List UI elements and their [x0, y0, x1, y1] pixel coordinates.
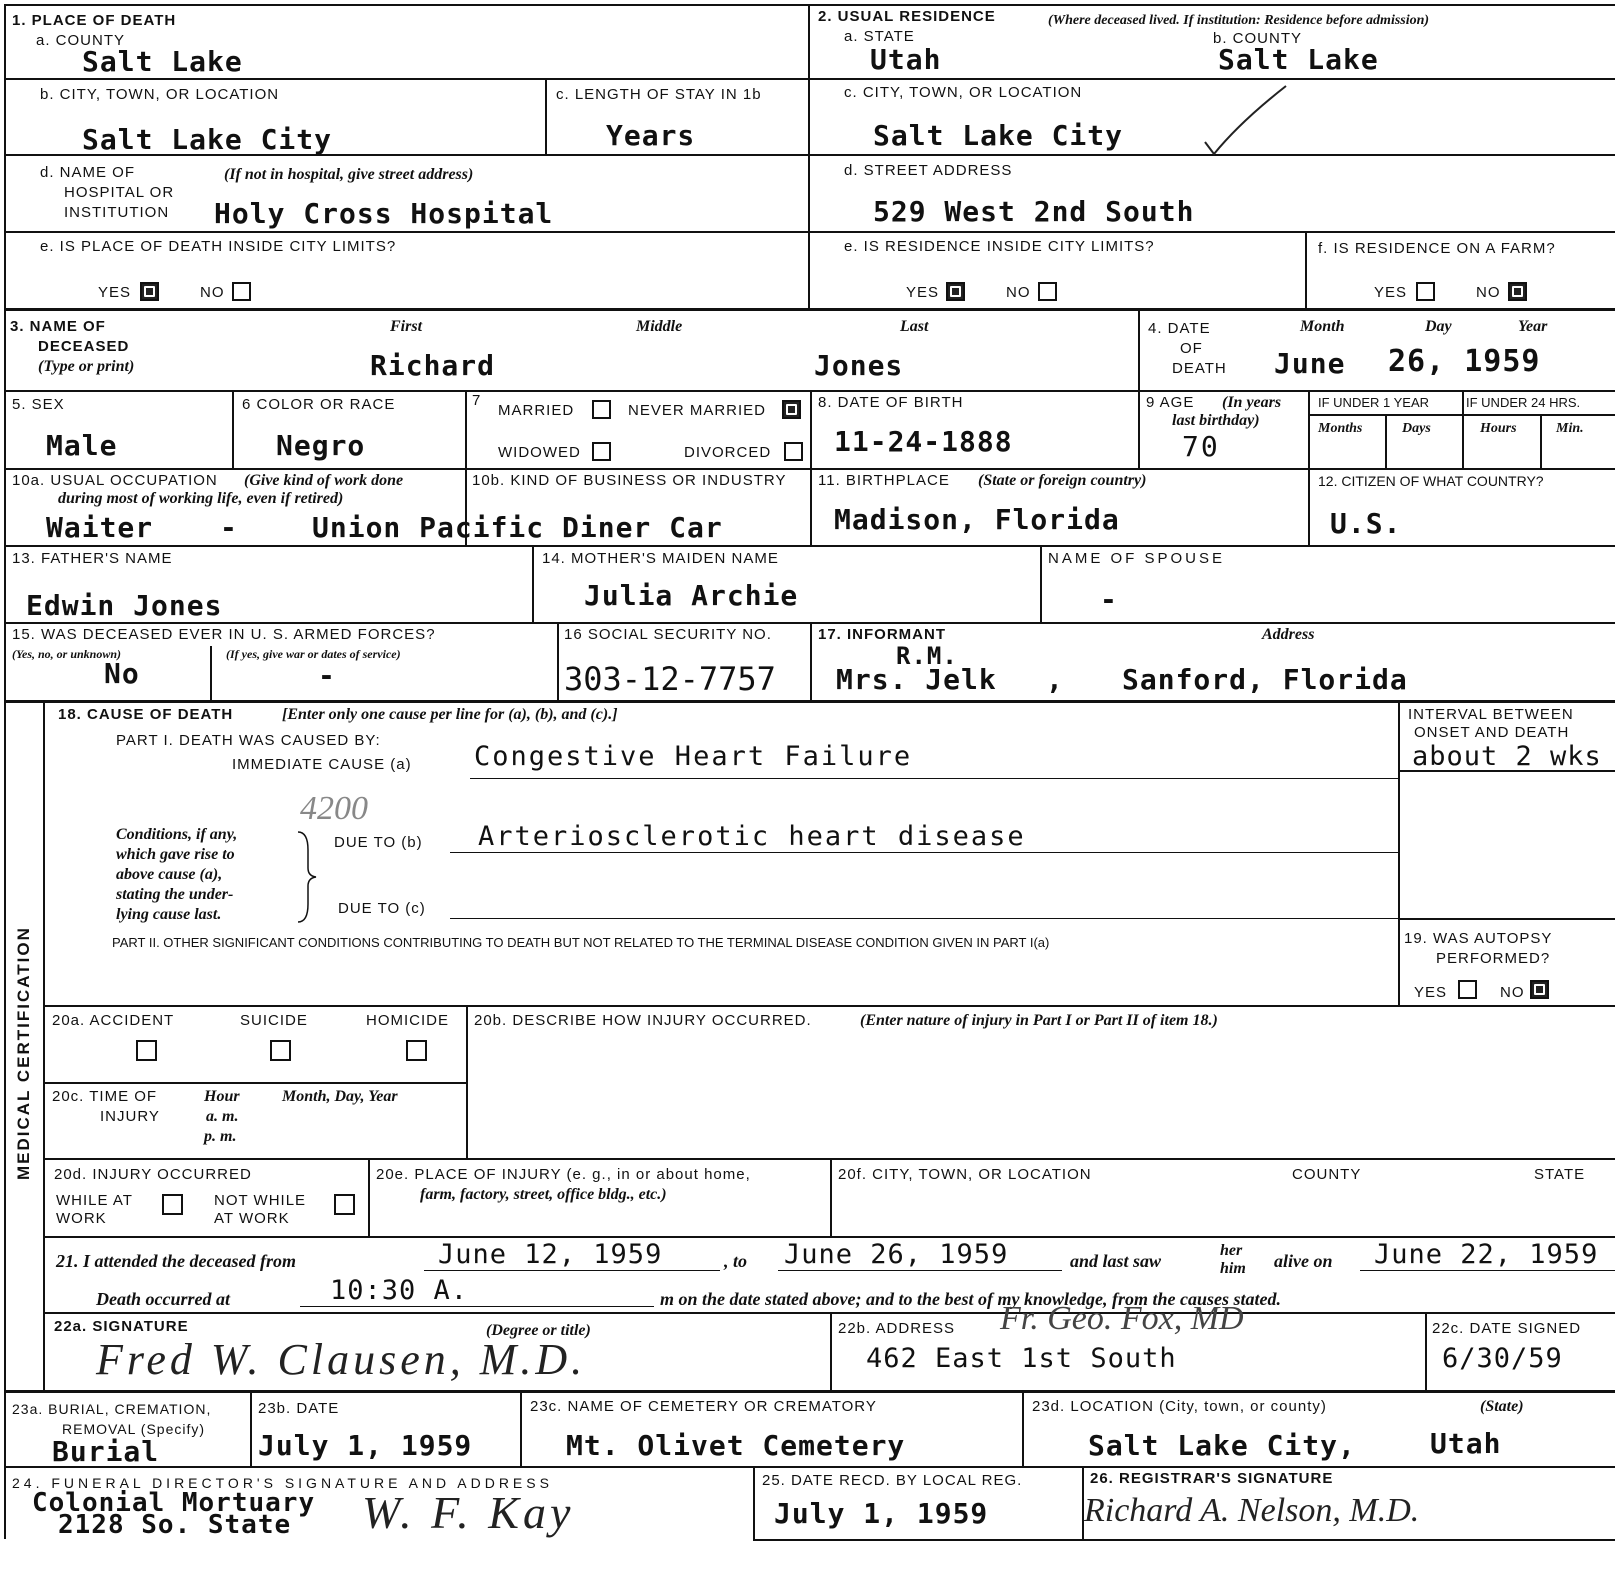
rule: [4, 78, 1615, 80]
death-county-value: Salt Lake: [82, 45, 243, 78]
field-21-label: 21. I attended the deceased from: [56, 1251, 296, 1271]
conditions-note-d: stating the under-: [116, 886, 234, 903]
field-2a-label: a. STATE: [844, 28, 915, 45]
field-10b-label: 10b. KIND OF BUSINESS OR INDUSTRY: [472, 472, 787, 489]
accident-checkbox[interactable]: [136, 1040, 157, 1061]
suicide-label: SUICIDE: [240, 1012, 308, 1029]
to-label: , to: [724, 1251, 748, 1271]
field-22c-label: 22c. DATE SIGNED: [1432, 1320, 1582, 1337]
not-while-at-work-label-b: AT WORK: [214, 1210, 290, 1227]
married-label: MARRIED: [498, 402, 575, 419]
widowed-checkbox[interactable]: [592, 442, 611, 461]
rule: [1308, 414, 1615, 416]
industry-value: Union Pacific Diner Car: [312, 511, 723, 544]
no-label: NO: [1500, 984, 1525, 1001]
occupation-dash: -: [220, 511, 238, 544]
last-name-value: Jones: [814, 349, 904, 382]
rule: [830, 1312, 832, 1390]
alive-on-label: alive on: [1274, 1251, 1333, 1271]
am-label: a. m.: [206, 1108, 239, 1125]
field-10a-note-b: during most of working life, even if retired): [58, 490, 344, 507]
armed-forces-value: No: [104, 657, 140, 690]
field-23c-label: 23c. NAME OF CEMETERY OR CREMATORY: [530, 1398, 877, 1415]
due-to-c-label: DUE TO (c): [338, 900, 426, 917]
attended-from-line: [424, 1270, 720, 1271]
medical-certification-label: MEDICAL CERTIFICATION: [14, 926, 33, 1180]
field-23a-label-b: REMOVAL (Specify): [62, 1421, 206, 1437]
conditions-note-e: lying cause last.: [116, 906, 222, 923]
field-22b-label: 22b. ADDRESS: [838, 1320, 956, 1337]
burial-date-value: July 1, 1959: [258, 1429, 473, 1462]
first-label: First: [390, 318, 423, 335]
age-value: 70: [1182, 430, 1220, 463]
farm-no-checkbox[interactable]: [1508, 282, 1527, 301]
rule: [4, 1466, 1615, 1468]
time-value: 10:30 A.: [330, 1275, 469, 1306]
physician-address-value: 462 East 1st South: [866, 1343, 1177, 1374]
part-2-label: PART II. OTHER SIGNIFICANT CONDITIONS CONTRIBUTING TO DEATH BUT NOT RELATED TO THE TERMINAL DISEASE CONDITION GIVEN IN PART I(a): [112, 935, 1050, 950]
last-alive-value: June 22, 1959: [1374, 1239, 1599, 1270]
conditions-note-c: above cause (a),: [116, 866, 223, 883]
rule: [368, 1158, 370, 1236]
married-checkbox[interactable]: [592, 400, 611, 419]
yes-label: YES: [906, 284, 940, 301]
rule: [532, 545, 534, 622]
part-1-label: PART I. DEATH WAS CAUSED BY:: [116, 732, 381, 749]
field-9-note-a: (In years: [1222, 394, 1282, 411]
service-value: -: [318, 659, 336, 692]
field-20b-note: (Enter nature of injury in Part I or Part II of item 18.): [860, 1012, 1218, 1029]
residence-inside-no-checkbox[interactable]: [1038, 282, 1057, 301]
countersignature: Fr. Geo. Fox, MD: [1000, 1300, 1244, 1337]
rule: [753, 1539, 1615, 1541]
rule: [1398, 918, 1615, 920]
ssn-value: 303-12-7757: [564, 660, 776, 698]
rule: [557, 622, 559, 702]
rule: [4, 308, 1615, 311]
field-25-label: 25. DATE RECD. BY LOCAL REG.: [762, 1472, 1023, 1489]
birthplace-value: Madison, Florida: [834, 503, 1120, 536]
divorced-checkbox[interactable]: [784, 442, 803, 461]
disposition-value: Burial: [52, 1435, 160, 1468]
while-at-work-label-a: WHILE AT: [56, 1192, 133, 1209]
death-city-value: Salt Lake City: [82, 123, 333, 156]
field-3-label-b: DECEASED: [38, 338, 130, 355]
her-label: her: [1220, 1242, 1243, 1259]
while-at-work-label-b: WORK: [56, 1210, 107, 1227]
rule: [4, 231, 1615, 233]
father-name-value: Edwin Jones: [26, 589, 223, 622]
day-label: Day: [1425, 318, 1452, 335]
degree-label: (Degree or title): [486, 1322, 591, 1339]
autopsy-yes-checkbox[interactable]: [1458, 980, 1477, 999]
rule: [4, 468, 1615, 470]
field-1d-label-a: d. NAME OF: [40, 164, 136, 181]
field-13-label: 13. FATHER'S NAME: [12, 550, 173, 567]
brace-icon: [294, 830, 318, 924]
under-24-hrs-label: IF UNDER 24 HRS.: [1466, 395, 1581, 410]
rule: [1305, 231, 1307, 309]
field-2b-label: b. COUNTY: [1213, 30, 1303, 47]
rule: [810, 622, 812, 702]
date-signed-value: 6/30/59: [1442, 1343, 1563, 1374]
field-2-note: (Where deceased lived. If institution: Residence before admission): [1048, 13, 1430, 28]
informant-address-value: Sanford, Florida: [1122, 663, 1408, 696]
no-label: NO: [200, 284, 225, 301]
death-occurred-label: Death occurred at: [96, 1289, 230, 1309]
rule: [43, 1236, 1615, 1238]
field-23b-label: 23b. DATE: [258, 1400, 340, 1417]
field-14-label: 14. MOTHER'S MAIDEN NAME: [542, 550, 779, 567]
spouse-value: -: [1100, 583, 1118, 616]
field-9-label: 9 AGE: [1146, 394, 1195, 411]
hospital-value: Holy Cross Hospital: [214, 197, 554, 230]
rule: [466, 1005, 468, 1158]
checkmark-icon: [1200, 82, 1290, 158]
homicide-checkbox[interactable]: [406, 1040, 427, 1061]
field-20d-label: 20d. INJURY OCCURRED: [54, 1166, 252, 1183]
yes-label: YES: [1414, 984, 1448, 1001]
received-date-value: July 1, 1959: [774, 1497, 989, 1530]
informant-value: Mrs. Jelk: [836, 663, 997, 696]
interval-label-b: ONSET AND DEATH: [1414, 724, 1570, 741]
address-label: Address: [1262, 626, 1315, 643]
field-11-label: 11. BIRTHPLACE: [818, 472, 950, 489]
attended-to-line: [778, 1270, 1062, 1271]
field-4-label-c: DEATH: [1172, 360, 1227, 377]
field-24-label: 24. FUNERAL DIRECTOR'S SIGNATURE AND ADDRESS: [12, 1475, 553, 1491]
field-1e-label: e. IS PLACE OF DEATH INSIDE CITY LIMITS?: [40, 238, 397, 255]
rule: [1138, 310, 1140, 390]
field-11-note: (State or foreign country): [978, 472, 1147, 489]
attended-from-value: June 12, 1959: [438, 1239, 663, 1270]
field-5-label: 5. SEX: [12, 396, 65, 413]
field-4-label-b: OF: [1180, 340, 1203, 357]
field-1d-note: (If not in hospital, give street address): [224, 166, 474, 183]
field-19-label-b: PERFORMED?: [1436, 950, 1551, 967]
residence-inside-yes-checkbox[interactable]: [946, 282, 965, 301]
mother-name-value: Julia Archie: [584, 579, 799, 612]
street-address-value: 529 West 2nd South: [873, 195, 1195, 228]
sex-value: Male: [46, 429, 118, 462]
field-15-note-b: (If yes, give war or dates of service): [226, 647, 401, 661]
field-3-label: 3. NAME OF: [10, 318, 106, 335]
field-20f-label: 20f. CITY, TOWN, OR LOCATION: [838, 1166, 1092, 1183]
field-1d-label-b: HOSPITAL OR: [64, 184, 175, 201]
field-9-note-b: last birthday): [1172, 412, 1260, 429]
rule: [520, 1392, 522, 1468]
physician-signature: Fred W. Clausen, M.D.: [96, 1335, 587, 1384]
death-statement: m on the date stated above; and to the best of my knowledge, from the causes stated.: [660, 1289, 1281, 1309]
field-3-note: (Type or print): [38, 358, 135, 375]
rule: [545, 78, 547, 154]
cause-b-line: [450, 852, 1398, 853]
divorced-label: DIVORCED: [684, 444, 772, 461]
month-label: Month: [1300, 318, 1345, 335]
rule: [4, 4, 6, 1539]
month-day-year-label: Month, Day, Year: [282, 1088, 398, 1105]
suicide-checkbox[interactable]: [270, 1040, 291, 1061]
year-label: Year: [1518, 318, 1548, 335]
while-at-work-checkbox[interactable]: [162, 1194, 183, 1215]
race-value: Negro: [276, 429, 366, 462]
field-18-note: [Enter only one cause per line for (a), (b), and (c).]: [282, 706, 618, 723]
funeral-home-value: Colonial Mortuary: [32, 1488, 316, 1518]
field-20e-note: farm, factory, street, office bldg., etc.): [420, 1186, 667, 1203]
rule: [4, 545, 1615, 547]
field-2f-label: f. IS RESIDENCE ON A FARM?: [1318, 240, 1556, 257]
rule: [1138, 390, 1140, 468]
last-saw-label: and last saw: [1070, 1251, 1162, 1271]
registrar-signature: Richard A. Nelson, M.D.: [1084, 1492, 1420, 1529]
field-1-label: 1. PLACE OF DEATH: [12, 12, 177, 29]
pm-label: p. m.: [204, 1128, 237, 1145]
rule: [43, 702, 45, 1390]
interval-label-a: INTERVAL BETWEEN: [1408, 706, 1574, 723]
rule: [1385, 414, 1387, 468]
rule: [753, 1466, 755, 1541]
due-to-b-label: DUE TO (b): [334, 834, 423, 851]
rule: [43, 1312, 1615, 1314]
field-20e-label: 20e. PLACE OF INJURY (e. g., in or about home,: [376, 1166, 751, 1183]
rule: [1398, 702, 1400, 1007]
rule: [1040, 545, 1042, 622]
time-line: [300, 1306, 654, 1307]
field-10a-label: 10a. USUAL OCCUPATION: [12, 472, 218, 489]
hours-label: Hours: [1480, 421, 1517, 436]
field-19-label: 19. WAS AUTOPSY: [1404, 930, 1553, 947]
cause-a-line: [470, 778, 1398, 779]
field-23a-label: 23a. BURIAL, CREMATION,: [12, 1401, 212, 1417]
rule: [4, 1390, 1615, 1393]
not-while-at-work-label-a: NOT WHILE: [214, 1192, 307, 1209]
first-name-value: Richard: [370, 349, 496, 382]
field-2c-label: c. CITY, TOWN, OR LOCATION: [844, 84, 1083, 101]
state-paren-label: (State): [1480, 1398, 1524, 1415]
rule: [232, 390, 234, 468]
rule: [1540, 414, 1542, 468]
spouse-label: NAME OF SPOUSE: [1048, 550, 1226, 567]
immediate-cause-label: IMMEDIATE CAUSE (a): [232, 756, 412, 773]
rule: [1425, 1312, 1427, 1390]
rule: [830, 1158, 832, 1236]
residence-state-value: Utah: [870, 43, 942, 76]
widowed-label: WIDOWED: [498, 444, 581, 461]
autopsy-no-checkbox[interactable]: [1530, 980, 1549, 999]
field-15-label: 15. WAS DECEASED EVER IN U. S. ARMED FORCES?: [12, 626, 436, 643]
death-inside-no-checkbox[interactable]: [232, 282, 251, 301]
rule: [43, 1005, 1615, 1007]
yes-label: YES: [98, 284, 132, 301]
rule: [43, 1158, 1615, 1160]
cause-c-line: [450, 918, 1398, 919]
field-12-label: 12. CITIZEN OF WHAT COUNTRY?: [1318, 473, 1544, 489]
cemetery-state-value: Utah: [1430, 1427, 1502, 1460]
field-20b-label: 20b. DESCRIBE HOW INJURY OCCURRED.: [474, 1012, 812, 1029]
county-label: COUNTY: [1292, 1166, 1362, 1183]
rule: [1022, 1392, 1024, 1468]
conditions-note-a: Conditions, if any,: [116, 826, 238, 843]
field-20a-label: 20a. ACCIDENT: [52, 1012, 175, 1029]
never-married-checkbox[interactable]: [782, 400, 801, 419]
homicide-label: HOMICIDE: [366, 1012, 449, 1029]
field-26-label: 26. REGISTRAR'S SIGNATURE: [1090, 1470, 1334, 1487]
attended-to-value: June 26, 1959: [784, 1239, 1009, 1270]
field-7-label: 7: [472, 392, 482, 409]
field-23d-label: 23d. LOCATION (City, town, or county): [1032, 1398, 1327, 1415]
never-married-label: NEVER MARRIED: [628, 402, 767, 419]
occupation-value: Waiter: [46, 511, 154, 544]
no-label: NO: [1006, 284, 1031, 301]
field-18-label: 18. CAUSE OF DEATH: [58, 706, 234, 723]
cause-a-value: Congestive Heart Failure: [474, 741, 913, 772]
informant-initials: R.M.: [896, 642, 958, 670]
field-8-label: 8. DATE OF BIRTH: [818, 394, 964, 411]
rule: [1462, 390, 1464, 468]
icd-code-mark: 4200: [300, 790, 368, 827]
conditions-note-b: which gave rise to: [116, 846, 235, 863]
no-label: NO: [1476, 284, 1501, 301]
field-1a-label: a. COUNTY: [36, 32, 126, 49]
middle-label: Middle: [636, 318, 683, 335]
field-22a-label: 22a. SIGNATURE: [54, 1318, 189, 1335]
funeral-address-value: 2128 So. State: [58, 1510, 292, 1540]
rule: [43, 1082, 466, 1084]
field-2e-label: e. IS RESIDENCE INSIDE CITY LIMITS?: [844, 238, 1155, 255]
state-label: STATE: [1534, 1166, 1586, 1183]
length-of-stay-value: Years: [606, 119, 696, 152]
field-15-note-a: (Yes, no, or unknown): [12, 647, 122, 661]
field-2-label: 2. USUAL RESIDENCE: [818, 8, 996, 25]
farm-yes-checkbox[interactable]: [1416, 282, 1435, 301]
hour-label: Hour: [204, 1088, 240, 1105]
under-1-year-label: IF UNDER 1 YEAR: [1318, 395, 1430, 410]
field-4-label: 4. DATE: [1148, 320, 1211, 337]
not-while-at-work-checkbox[interactable]: [334, 1194, 355, 1215]
interval-value: about 2 wks: [1412, 741, 1602, 772]
rule: [808, 4, 810, 309]
last-alive-line: [1360, 1270, 1615, 1271]
months-label: Months: [1318, 421, 1363, 436]
rule: [4, 700, 1615, 703]
field-10a-note-a: (Give kind of work done: [244, 472, 404, 489]
field-20c-label: 20c. TIME OF: [52, 1088, 158, 1105]
funeral-director-signature: W. F. Kay: [362, 1487, 575, 1538]
informant-comma: ,: [1046, 663, 1064, 696]
yes-label: YES: [1374, 284, 1408, 301]
field-20c-label-b: INJURY: [100, 1108, 160, 1125]
cemetery-value: Mt. Olivet Cemetery: [566, 1429, 906, 1462]
min-label: Min.: [1556, 421, 1584, 436]
field-1d-label-c: INSTITUTION: [64, 204, 170, 221]
cemetery-city-value: Salt Lake City,: [1088, 1429, 1356, 1462]
death-inside-yes-checkbox[interactable]: [140, 282, 159, 301]
field-2d-label: d. STREET ADDRESS: [844, 162, 1013, 179]
days-label: Days: [1402, 421, 1431, 436]
death-month-value: June: [1274, 347, 1346, 380]
birth-date-value: 11-24-1888: [834, 425, 1013, 458]
residence-county-value: Salt Lake: [1218, 43, 1379, 76]
field-6-label: 6 COLOR OR RACE: [242, 396, 396, 413]
rule: [210, 646, 212, 701]
rule: [250, 1392, 252, 1468]
last-label: Last: [900, 318, 929, 335]
citizen-value: U.S.: [1330, 507, 1402, 540]
him-label: him: [1220, 1260, 1246, 1277]
field-16-label: 16 SOCIAL SECURITY NO.: [564, 626, 772, 643]
field-17-label: 17. INFORMANT: [818, 626, 947, 643]
death-day-year-value: 26, 1959: [1388, 344, 1541, 379]
residence-city-value: Salt Lake City: [873, 119, 1124, 152]
cause-b-value: Arteriosclerotic heart disease: [478, 821, 1026, 852]
field-1b-label: b. CITY, TOWN, OR LOCATION: [40, 86, 280, 103]
field-1c-label: c. LENGTH OF STAY IN 1b: [556, 86, 762, 103]
